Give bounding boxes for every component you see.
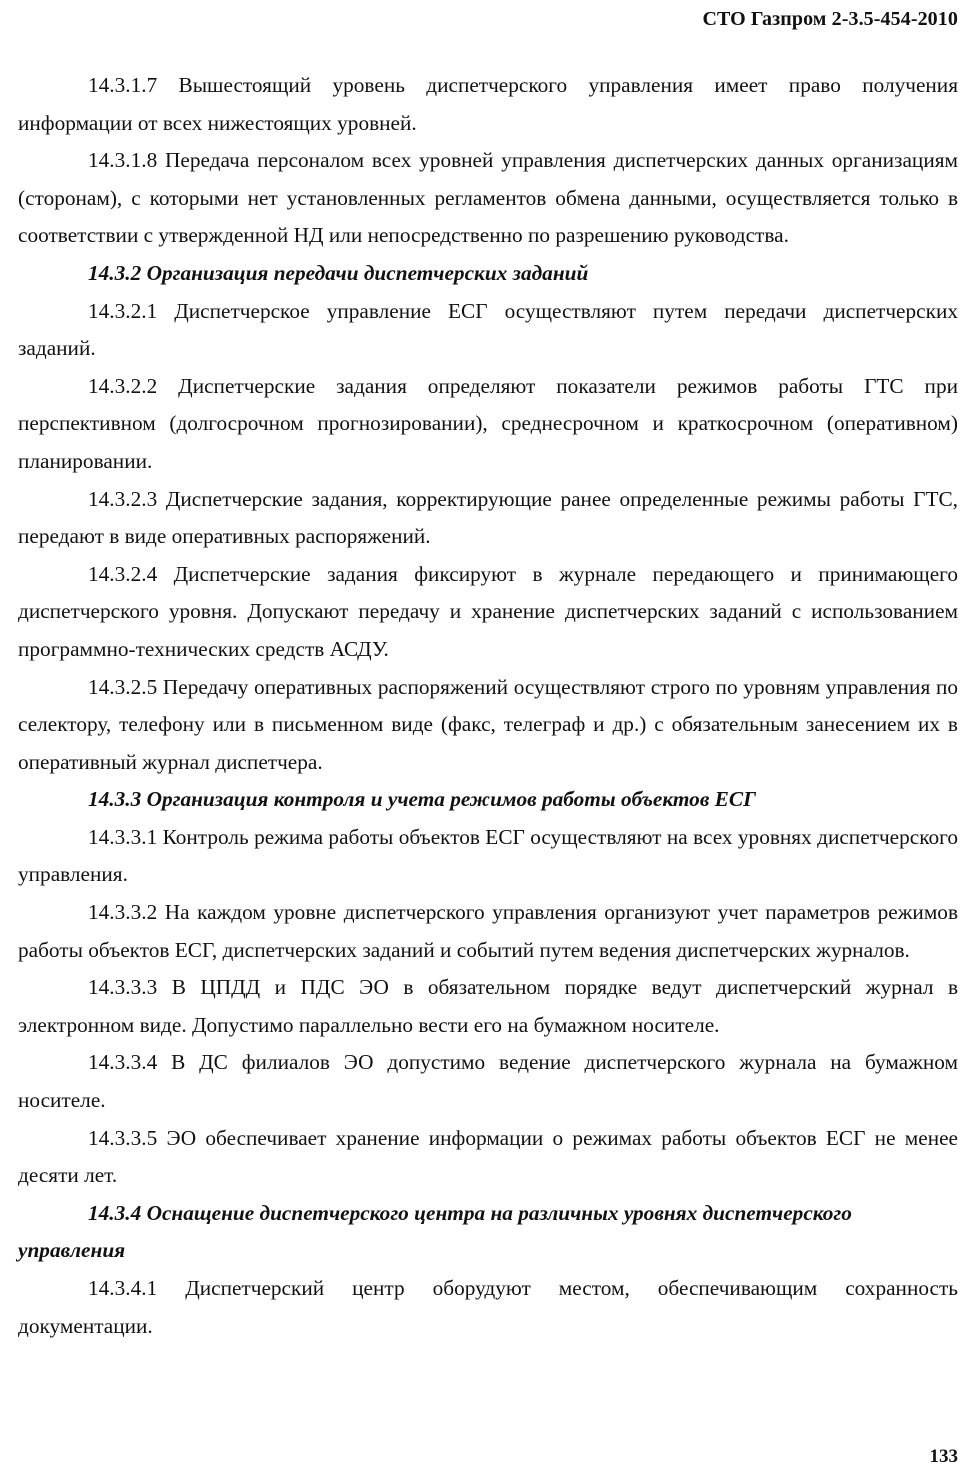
paragraph-14-3-2-3: 14.3.2.3 Диспетчерские задания, корректирующие ранее определенные режимы работы ГТС, передают в виде оперативных распоряжений. [18, 486, 958, 549]
paragraph-14-3-1-8: 14.3.1.8 Передача персоналом всех уровней управления диспетчерских данных организациям (сторонам), с которыми нет установленных регламентов обмена данными, осуществляется только в соответствии с утвержденной НД или непосредственно по разрешению руководства. [18, 148, 958, 248]
page-number: 133 [929, 1446, 958, 1467]
section-heading-14-3-2: 14.3.2 Организация передачи диспетчерских заданий [88, 260, 589, 285]
paragraph-14-3-3-1: 14.3.3.1 Контроль режима работы объектов ЕСГ осуществляют на всех уровнях диспетчерского управления. [18, 824, 958, 887]
paragraph-14-3-4-1: 14.3.4.1 Диспетчерский центр оборудуют местом, обеспечивающим сохранность документации. [18, 1276, 958, 1338]
paragraph-14-3-3-5: 14.3.3.5 ЭО обеспечивает хранение информации о режимах работы объектов ЕСГ не менее десяти лет. [18, 1125, 958, 1188]
paragraph-14-3-2-2: 14.3.2.2 Диспетчерские задания определяют показатели режимов работы ГТС при перспективном (долгосрочном прогнозировании), среднесрочном и краткосрочном (оперативном) планировании. [18, 373, 958, 473]
paragraph-14-3-3-4: 14.3.3.4 В ДС филиалов ЭО допустимо ведение диспетчерского журнала на бумажном носителе. [18, 1050, 958, 1113]
paragraph-14-3-2-5: 14.3.2.5 Передачу оперативных распоряжений осуществляют строго по уровням управления по селектору, телефону или в письменном виде (факс, телеграф и др.) с обязательным занесением их в оперативный журнал диспетчера. [18, 674, 958, 774]
document-code-header: СТО Газпром 2-3.5-454-2010 [702, 8, 958, 30]
paragraph-14-3-3-3: 14.3.3.3 В ЦПДД и ПДС ЭО в обязательном порядке ведут диспетчерский журнал в электронном виде. Допустимо параллельно вести его на бумажном носителе. [18, 975, 958, 1037]
section-heading-14-3-3: 14.3.3 Организация контроля и учета режимов работы объектов ЕСГ [88, 787, 756, 812]
paragraph-14-3-2-4: 14.3.2.4 Диспетчерские задания фиксируют в журнале передающего и принимающего диспетчерского уровня. Допускают передачу и хранение диспетчерских заданий с использованием программно-технических средств АСДУ. [18, 561, 958, 661]
document-body [18, 67, 958, 1345]
paragraph-14-3-3-2: 14.3.3.2 На каждом уровне диспетчерского управления организуют учет параметров режимов работы объектов ЕСГ, диспетчерских заданий и событий путем ведения диспетчерских журналов. [18, 900, 958, 962]
section-heading-14-3-4: 14.3.4 Оснащение диспетчерского центра на различных уровнях диспетчерского управления [18, 1200, 852, 1263]
paragraph-14-3-2-1: 14.3.2.1 Диспетчерское управление ЕСГ осуществляют путем передачи диспетчерских заданий. [18, 298, 958, 361]
paragraph-14-3-1-7: 14.3.1.7 Вышестоящий уровень диспетчерского управления имеет право получения информации от всех нижестоящих уровней. [18, 73, 958, 135]
